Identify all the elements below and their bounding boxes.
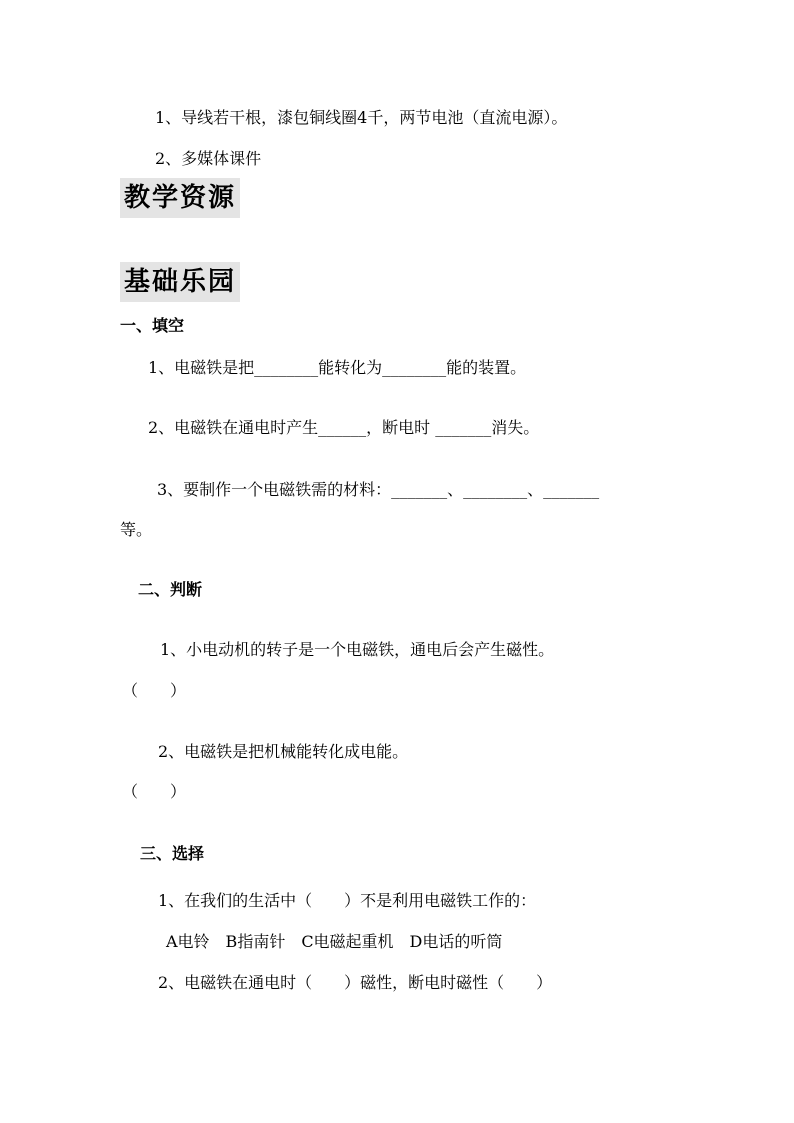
fill-question-3-continued: 等。	[120, 520, 153, 539]
section-judge: 二、判断	[138, 580, 203, 599]
section-choice: 三、选择	[140, 844, 205, 863]
materials-item-2: 2、多媒体课件	[155, 149, 262, 168]
choice-question-2: 2、电磁铁在通电时（ ）磁性，断电时磁性（ ）	[158, 973, 553, 992]
judge-question-1: 1、小电动机的转子是一个电磁铁，通电后会产生磁性。	[160, 640, 555, 659]
fill-question-1: 1、电磁铁是把________能转化为________能的装置。	[148, 358, 527, 377]
judge-answer-paren-2: （ ）	[122, 782, 187, 801]
section-fill-in: 一、填空	[120, 316, 185, 335]
judge-question-2: 2、电磁铁是把机械能转化成电能。	[158, 742, 409, 761]
fill-question-2: 2、电磁铁在通电时产生______，断电时 _______消失。	[148, 418, 540, 437]
choice-question-1-options: A电铃 B指南针 C电磁起重机 D电话的听筒	[166, 932, 503, 951]
banner-basics: 基础乐园	[120, 262, 240, 302]
judge-answer-paren-1: （ ）	[122, 681, 187, 700]
choice-question-1: 1、在我们的生活中（ ）不是利用电磁铁工作的：	[158, 891, 537, 910]
fill-question-3: 3、要制作一个电磁铁需的材料：_______、________、_______	[157, 480, 600, 499]
banner-teaching-resources: 教学资源	[120, 178, 240, 218]
materials-item-1: 1、导线若干根，漆包铜线圈4千，两节电池（直流电源）。	[155, 108, 568, 127]
